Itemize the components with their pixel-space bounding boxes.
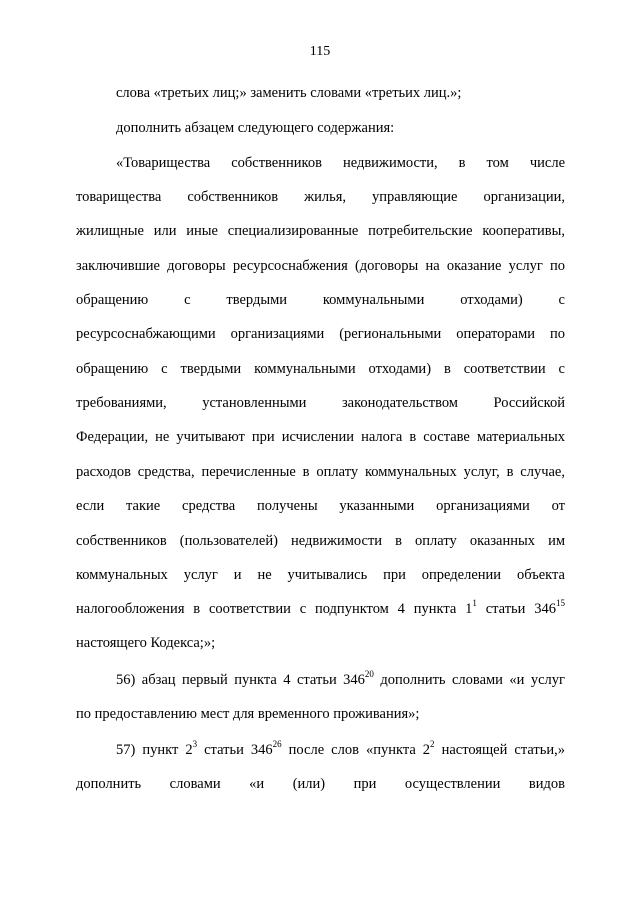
- superscript: 20: [364, 669, 374, 680]
- text-line: дополнить абзацем следующего содержания:: [116, 120, 395, 136]
- text-line: ресурсоснабжающими организациями (региональными операторами по: [76, 326, 565, 342]
- text-fragment: 57) пункт 2: [116, 742, 193, 758]
- text-fragment: настоящей статьи,»: [434, 742, 565, 758]
- text-line: заключившие договоры ресурсоснабжения (договоры на оказание услуг по: [76, 258, 565, 274]
- text-line: требованиями, установленными законодательством Российской: [76, 395, 565, 411]
- text-line: обращению с твердыми коммунальными отходами) в соответствии с: [76, 361, 565, 377]
- text-fragment: после слов «пункта 2: [281, 742, 431, 758]
- text-fragment: статьи 346: [197, 742, 273, 758]
- text-line-with-superscripts: [116, 741, 565, 759]
- text-line: Федерации, не учитывают при исчислении налога в составе материальных: [76, 429, 565, 445]
- text-line: коммунальных услуг и не учитывались при определении объекта: [76, 567, 565, 583]
- text-line: обращению с твердыми коммунальными отходами) с: [76, 292, 565, 308]
- text-line-with-superscripts: [76, 600, 565, 618]
- text-line: жилищные или иные специализированные потребительские кооперативы,: [76, 223, 565, 239]
- text-line: товарищества собственников жилья, управляющие организации,: [76, 189, 565, 205]
- superscript: 1: [472, 598, 477, 609]
- superscript: 26: [272, 739, 282, 750]
- superscript: 15: [555, 598, 565, 609]
- text-line: по предоставлению мест для временного проживания»;: [76, 706, 420, 722]
- text-line: настоящего Кодекса;»;: [76, 635, 216, 651]
- text-fragment: налогообложения в соответствии с подпунктом 4 пункта 1: [76, 601, 473, 617]
- page-number: 115: [309, 44, 331, 59]
- text-line: дополнить словами «и (или) при осуществлении видов: [76, 776, 565, 792]
- superscript: 3: [192, 739, 198, 750]
- text-line-with-superscripts: [116, 671, 565, 689]
- text-fragment: статьи 346: [476, 601, 556, 617]
- text-fragment: дополнить словами «и услуг: [373, 672, 565, 688]
- text-line: «Товарищества собственников недвижимости, в том числе: [116, 155, 565, 171]
- superscript: 2: [430, 739, 435, 750]
- text-line: собственников (пользователей) недвижимости в оплату оказанных им: [76, 533, 565, 549]
- text-line: расходов средства, перечисленные в оплату коммунальных услуг, в случае,: [76, 464, 565, 480]
- text-line: если такие средства получены указанными организациями от: [76, 498, 565, 514]
- text-line: слова «третьих лиц;» заменить словами «третьих лиц.»;: [116, 85, 462, 101]
- text-fragment: 56) абзац первый пункта 4 статьи 346: [116, 672, 365, 688]
